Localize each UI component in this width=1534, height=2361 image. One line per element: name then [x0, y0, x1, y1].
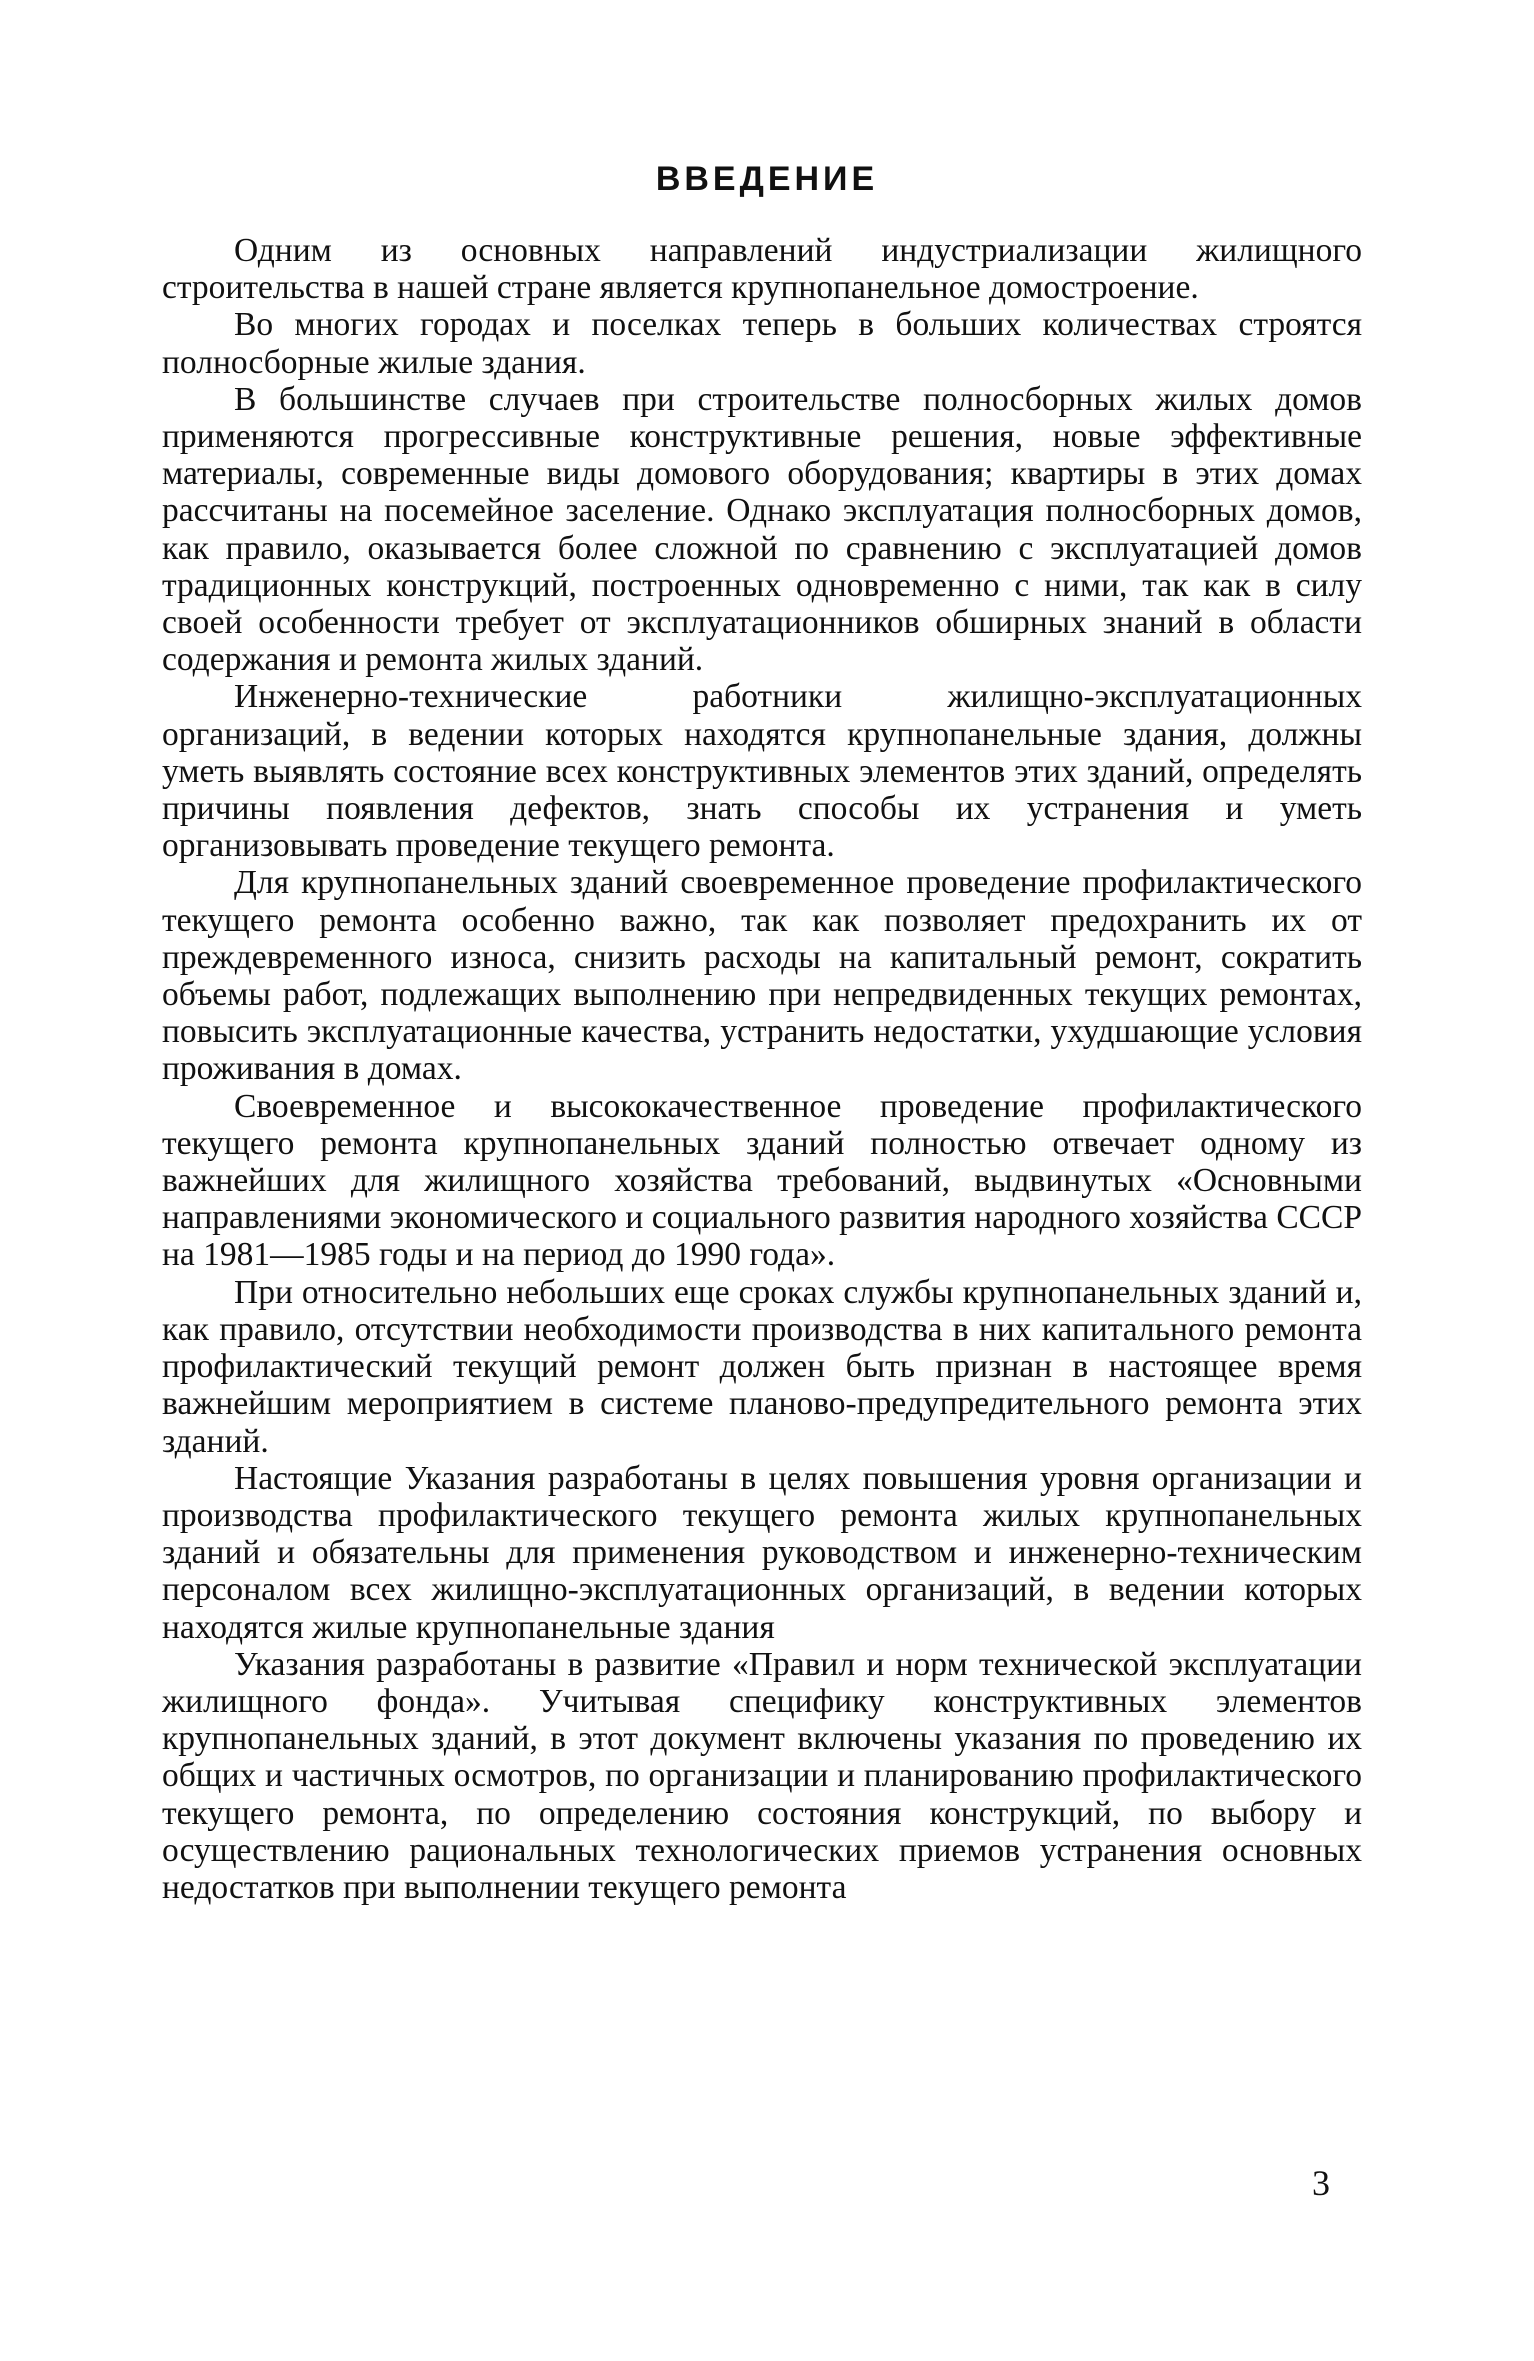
paragraph: При относительно небольших еще сроках службы крупнопанельных зданий и, как правило, отсутствии необходимости производства в них капитального ремонта профилактический текущий ремонт должен быть признан в настоящее время важнейшим мероприятием в системе планово-предупредительного ремонта этих зданий. [162, 1273, 1362, 1460]
paragraph: В большинстве случаев при строительстве полносборных жилых домов применяются прогрессивные конструктивные решения, новые эффективные материалы, современные виды домового оборудования; квартиры в этих домах рассчитаны на посемейное заселение. Однако эксплуатация полносборных домов, как правило, оказывается более сложной по сравнению с эксплуатацией домов традиционных конструкций, построенных одновременно с ними, так как в силу своей особенности требует от эксплуатационников обширных знаний в области содержания и ремонта жилых зданий. [162, 380, 1362, 679]
paragraph: Инженерно-технические работники жилищно-эксплуатационных организаций, в ведении которых находятся крупнопанельные здания, должны уметь выявлять состояние всех конструктивных элементов этих зданий, определять причины появления дефектов, знать способы их устранения и уметь организовывать проведение текущего ремонта. [162, 678, 1362, 865]
section-heading: ВВЕДЕНИЕ [655, 160, 879, 198]
body-text [162, 232, 1362, 1906]
paragraph: Во многих городах и поселках теперь в больших количествах строятся полносборные жилые здания. [162, 306, 1362, 381]
paragraph: Указания разработаны в развитие «Правил и норм технической эксплуатации жилищного фонда». Учитывая специфику конструктивных элементов крупнопанельных зданий, в этот документ включены указания по проведению их общих и частичных осмотров, по организации и планированию профилактического текущего ремонта, по определению состояния конструкций, по выбору и осуществлению рациональных технологических приемов устранения основных недостатков при выполнении текущего ремонта [162, 1645, 1362, 1906]
paragraph: Своевременное и высококачественное проведение профилактического текущего ремонта крупнопанельных зданий полностью отвечает одному из важнейших для жилищного хозяйства требований, выдвинутых «Основными направлениями экономического и социального развития народного хозяйства СССР на 1981—1985 годы и на период до 1990 года». [162, 1087, 1362, 1274]
page-number: 3 [1312, 2163, 1330, 2203]
paragraph: Одним из основных направлений индустриализации жилищного строительства в нашей стране является крупнопанельное домостроение. [162, 232, 1362, 307]
paragraph: Настоящие Указания разработаны в целях повышения уровня организации и производства профилактического текущего ремонта жилых крупнопанельных зданий и обязательны для применения руководством и инженерно-техническим персоналом всех жилищно-эксплуатационных организаций, в ведении которых находятся жилые крупнопанельные здания [162, 1459, 1362, 1646]
paragraph: Для крупнопанельных зданий своевременное проведение профилактического текущего ремонта особенно важно, так как позволяет предохранить их от преждевременного износа, снизить расходы на капитальный ремонт, сократить объемы работ, подлежащих выполнению при непредвиденных текущих ремонтах, повысить эксплуатационные качества, устранить недостатки, ухудшающие условия проживания в домах. [162, 864, 1362, 1088]
